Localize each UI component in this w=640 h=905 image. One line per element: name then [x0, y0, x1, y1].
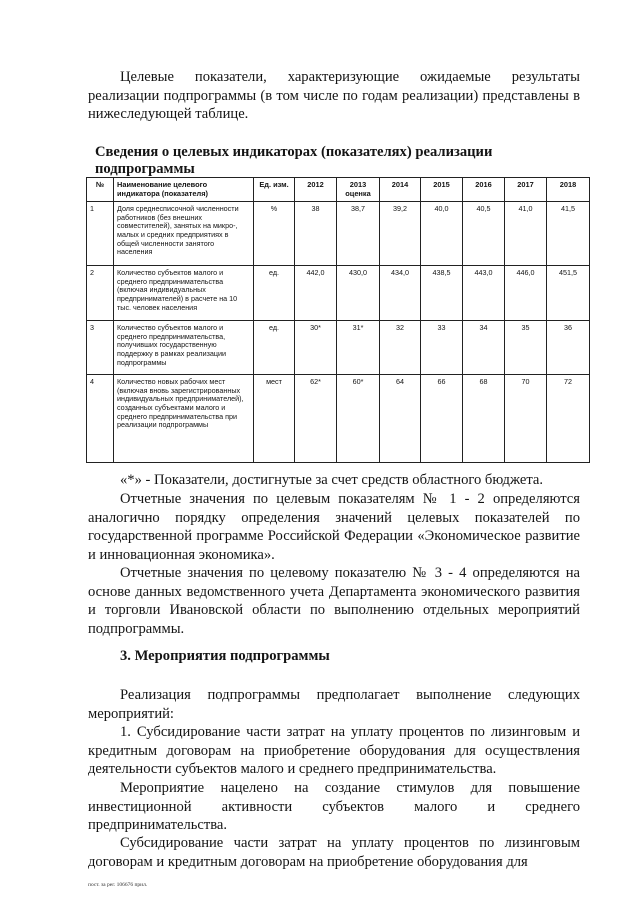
row-value: 30* [295, 321, 337, 375]
row-name: Доля среднесписочной численности работников (без внешних совместителей), занятых на микро-, малых и средних предприятиях в общей численности занятого населения [114, 202, 254, 266]
row-value: 442,0 [295, 266, 337, 321]
header-2012: 2012 [295, 178, 337, 202]
row-value: 40,0 [421, 202, 463, 266]
row-num: 1 [87, 202, 114, 266]
row-value: 32 [380, 321, 421, 375]
indicators-table [86, 177, 590, 463]
row-value: 36 [547, 321, 590, 375]
row-num: 4 [87, 375, 114, 463]
header-2015: 2015 [421, 178, 463, 202]
footer-note: пост. за рег. 106676 прил. [88, 882, 148, 888]
table-row [87, 202, 590, 266]
row-value: 430,0 [337, 266, 380, 321]
header-2017: 2017 [505, 178, 547, 202]
row-value: 68 [463, 375, 505, 463]
row-value: 64 [380, 375, 421, 463]
row-unit: ед. [254, 321, 295, 375]
row-value: 41,5 [547, 202, 590, 266]
row-value: 34 [463, 321, 505, 375]
row-name: Количество субъектов малого и среднего предпринимательства (включая индивидуальных предпринимателей) в расчете на 10 тыс. человек населения [114, 266, 254, 321]
row-value: 38 [295, 202, 337, 266]
section-title: 3. Мероприятия подпрограммы [120, 648, 330, 664]
row-value: 41,0 [505, 202, 547, 266]
table-header-row [87, 178, 590, 202]
row-value: 72 [547, 375, 590, 463]
intro-paragraph: Целевые показатели, характеризующие ожидаемые результаты реализации подпрограммы (в том числе по годам реализации) представлены в нижеследующей таблице. [88, 69, 580, 122]
row-name: Количество новых рабочих мест (включая вновь зарегистрированных индивидуальных предпринимателей), созданных субъектами малого и среднего предпринимательства при реализации подпрограммы [114, 375, 254, 463]
row-value: 35 [505, 321, 547, 375]
row-num: 2 [87, 266, 114, 321]
paragraph-1: Отчетные значения по целевым показателям № 1 - 2 определяются аналогично порядку определения значений целевых показателей по государственной программе Российской Федерации «Экономическое развитие и инновационная экономика». [88, 491, 580, 563]
row-value: 451,5 [547, 266, 590, 321]
row-value: 31* [337, 321, 380, 375]
paragraph-3: Реализация подпрограммы предполагает выполнение следующих мероприятий: [88, 687, 580, 722]
header-2014: 2014 [380, 178, 421, 202]
header-num: № [87, 178, 114, 202]
row-value: 446,0 [505, 266, 547, 321]
table-title: Сведения о целевых индикаторах (показателях) реализации подпрограммы [95, 144, 493, 177]
row-value: 443,0 [463, 266, 505, 321]
row-value: 40,5 [463, 202, 505, 266]
row-value: 33 [421, 321, 463, 375]
table-row [87, 321, 590, 375]
row-unit: ед. [254, 266, 295, 321]
row-value: 38,7 [337, 202, 380, 266]
row-value: 70 [505, 375, 547, 463]
row-name: Количество субъектов малого и среднего предпринимательства, получивших государственную поддержку в рамках реализации подпрограммы [114, 321, 254, 375]
row-value: 39,2 [380, 202, 421, 266]
row-value: 434,0 [380, 266, 421, 321]
paragraph-4: 1. Субсидирование части затрат на уплату процентов по лизинговым и кредитным договорам на приобретение оборудования для осуществления деятельности субъектов малого и среднего предпринимательства. [88, 724, 580, 777]
row-unit: % [254, 202, 295, 266]
header-2018: 2018 [547, 178, 590, 202]
footnote: «*» - Показатели, достигнутые за счет средств областного бюджета. [120, 472, 543, 488]
paragraph-5: Мероприятие нацелено на создание стимулов для повышение инвестиционной активности субъектов малого и среднего предпринимательства. [88, 780, 580, 833]
table-row [87, 266, 590, 321]
row-value: 60* [337, 375, 380, 463]
row-num: 3 [87, 321, 114, 375]
header-2013: 2013 оценка [337, 178, 380, 202]
paragraph-6: Субсидирование части затрат на уплату процентов по лизинговым договорам и кредитным договорам на приобретение оборудования для [88, 835, 580, 870]
paragraph-2: Отчетные значения по целевому показателю № 3 - 4 определяются на основе данных ведомственного учета Департамента экономического развития и торговли Ивановской области по выполнению отдельных мероприятий подпрограммы. [88, 565, 580, 637]
table-row [87, 375, 590, 463]
row-value: 438,5 [421, 266, 463, 321]
header-2013-note: оценка [345, 188, 371, 198]
row-value: 66 [421, 375, 463, 463]
header-unit: Ед. изм. [254, 178, 295, 202]
row-unit: мест [254, 375, 295, 463]
header-2016: 2016 [463, 178, 505, 202]
row-value: 62* [295, 375, 337, 463]
header-name: Наименование целевого индикатора (показателя) [114, 178, 254, 202]
